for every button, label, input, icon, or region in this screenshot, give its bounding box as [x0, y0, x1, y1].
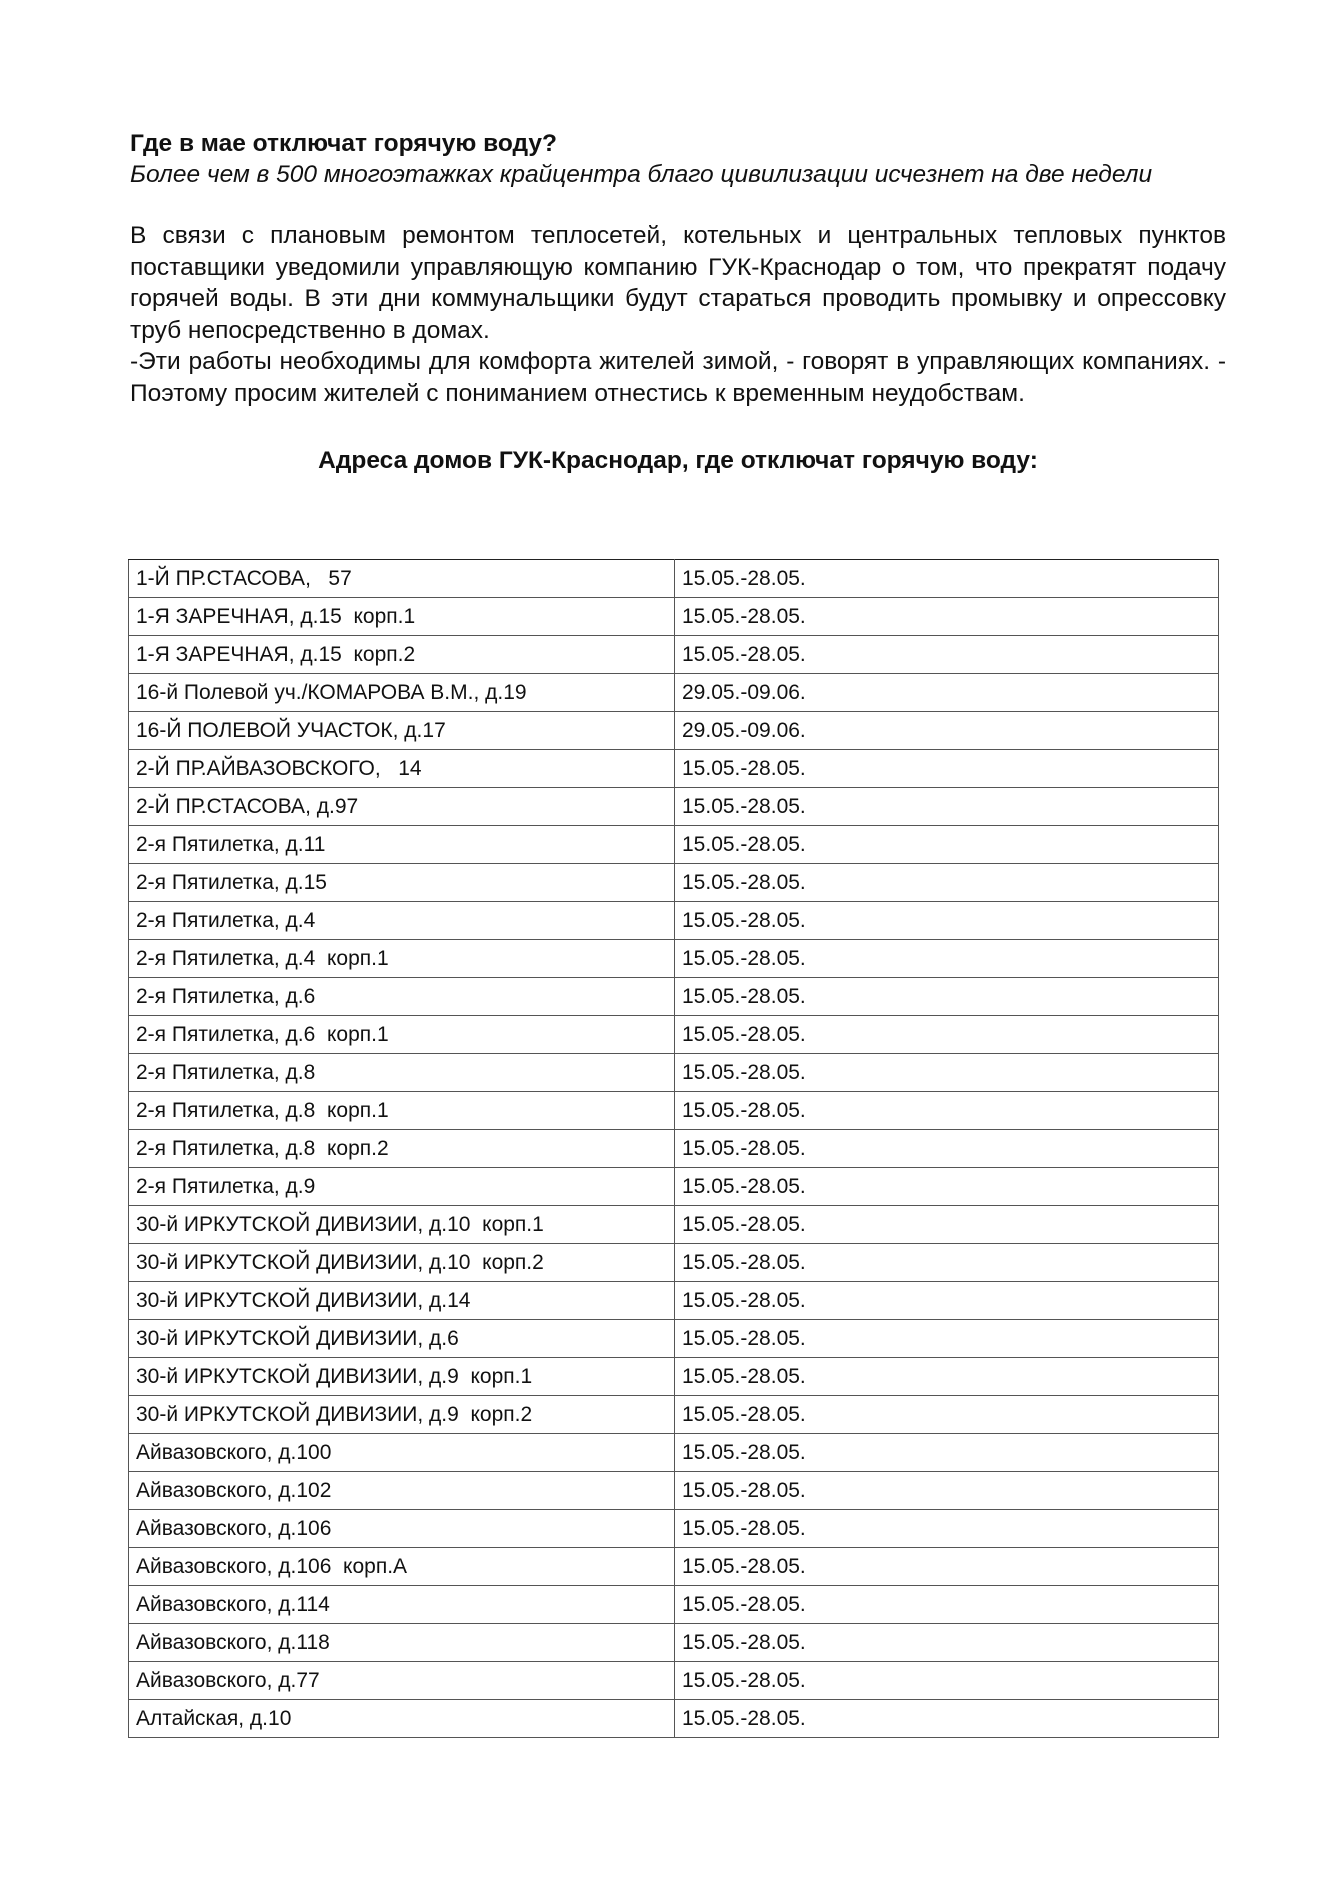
dates-cell: 15.05.-28.05.: [675, 1586, 1219, 1624]
table-row: [129, 788, 1219, 826]
dates-cell: 15.05.-28.05.: [675, 1206, 1219, 1244]
dates-cell: 15.05.-28.05.: [675, 1358, 1219, 1396]
dates-cell: 15.05.-28.05.: [675, 1510, 1219, 1548]
table-title: Адреса домов ГУК-Краснодар, где отключат горячую воду:: [318, 447, 1038, 474]
address-cell: 2-я Пятилетка, д.11: [129, 826, 675, 864]
address-cell: 30-й ИРКУТСКОЙ ДИВИЗИИ, д.9 корп.1: [129, 1358, 675, 1396]
addresses-table: [128, 559, 1219, 1738]
paragraph-2: -Эти работы необходимы для комфорта жителей зимой, - говорят в управляющих компаниях. - Поэтому просим жителей с пониманием отнестись к временным неудобствам.: [130, 348, 1226, 407]
address-cell: Айвазовского, д.106: [129, 1510, 675, 1548]
address-cell: 1-Й ПР.СТАСОВА, 57: [129, 560, 675, 598]
dates-cell: 15.05.-28.05.: [675, 1472, 1219, 1510]
dates-cell: 15.05.-28.05.: [675, 636, 1219, 674]
dates-cell: 29.05.-09.06.: [675, 712, 1219, 750]
table-row: [129, 1510, 1219, 1548]
address-cell: Айвазовского, д.100: [129, 1434, 675, 1472]
table-row: [129, 1320, 1219, 1358]
address-cell: Айвазовского, д.118: [129, 1624, 675, 1662]
dates-cell: 15.05.-28.05.: [675, 1282, 1219, 1320]
table-row: [129, 1206, 1219, 1244]
dates-cell: 15.05.-28.05.: [675, 864, 1219, 902]
paragraph-1: В связи с плановым ремонтом теплосетей, котельных и центральных тепловых пунктов поставщики уведомили управляющую компанию ГУК-Краснодар о том, что прекратят подачу горячей воды. В эти дни коммунальщики будут стараться проводить промывку и опрессовку труб непосредственно в домах.: [130, 222, 1226, 344]
table-row: [129, 1586, 1219, 1624]
address-cell: 1-Я ЗАРЕЧНАЯ, д.15 корп.1: [129, 598, 675, 636]
table-body: [129, 560, 1219, 1738]
table-row: [129, 598, 1219, 636]
dates-cell: 15.05.-28.05.: [675, 1700, 1219, 1738]
address-cell: Айвазовского, д.114: [129, 1586, 675, 1624]
address-cell: Айвазовского, д.102: [129, 1472, 675, 1510]
table-row: [129, 1548, 1219, 1586]
dates-cell: 15.05.-28.05.: [675, 1320, 1219, 1358]
dates-cell: 15.05.-28.05.: [675, 1168, 1219, 1206]
dates-cell: 29.05.-09.06.: [675, 674, 1219, 712]
address-cell: 2-я Пятилетка, д.8 корп.2: [129, 1130, 675, 1168]
address-cell: 30-й ИРКУТСКОЙ ДИВИЗИИ, д.14: [129, 1282, 675, 1320]
table-row: [129, 1130, 1219, 1168]
address-cell: 2-я Пятилетка, д.4: [129, 902, 675, 940]
address-cell: 30-й ИРКУТСКОЙ ДИВИЗИИ, д.9 корп.2: [129, 1396, 675, 1434]
address-cell: Айвазовского, д.77: [129, 1662, 675, 1700]
table-row: [129, 1016, 1219, 1054]
dates-cell: 15.05.-28.05.: [675, 750, 1219, 788]
table-row: [129, 712, 1219, 750]
spacer: [130, 190, 1226, 220]
table-row: [129, 978, 1219, 1016]
table-row: [129, 902, 1219, 940]
address-cell: 2-Й ПР.СТАСОВА, д.97: [129, 788, 675, 826]
table-row: [129, 674, 1219, 712]
address-cell: 30-й ИРКУТСКОЙ ДИВИЗИИ, д.6: [129, 1320, 675, 1358]
dates-cell: 15.05.-28.05.: [675, 1130, 1219, 1168]
address-cell: 1-Я ЗАРЕЧНАЯ, д.15 корп.2: [129, 636, 675, 674]
table-row: [129, 1168, 1219, 1206]
table-row: [129, 1472, 1219, 1510]
dates-cell: 15.05.-28.05.: [675, 826, 1219, 864]
table-row: [129, 636, 1219, 674]
table-row: [129, 1624, 1219, 1662]
address-cell: 2-Й ПР.АЙВАЗОВСКОГО, 14: [129, 750, 675, 788]
dates-cell: 15.05.-28.05.: [675, 1624, 1219, 1662]
table-row: [129, 1662, 1219, 1700]
article-title: Где в мае отключат горячую воду?: [130, 130, 557, 157]
table-row: [129, 1396, 1219, 1434]
table-row: [129, 864, 1219, 902]
table-row: [129, 1244, 1219, 1282]
dates-cell: 15.05.-28.05.: [675, 1396, 1219, 1434]
address-cell: 2-я Пятилетка, д.4 корп.1: [129, 940, 675, 978]
address-cell: 16-Й ПОЛЕВОЙ УЧАСТОК, д.17: [129, 712, 675, 750]
address-cell: 30-й ИРКУТСКОЙ ДИВИЗИИ, д.10 корп.1: [129, 1206, 675, 1244]
dates-cell: 15.05.-28.05.: [675, 1662, 1219, 1700]
address-cell: 2-я Пятилетка, д.8: [129, 1054, 675, 1092]
dates-cell: 15.05.-28.05.: [675, 560, 1219, 598]
table-row: [129, 1092, 1219, 1130]
table-row: [129, 1434, 1219, 1472]
address-cell: 30-й ИРКУТСКОЙ ДИВИЗИИ, д.10 корп.2: [129, 1244, 675, 1282]
table-row: [129, 1358, 1219, 1396]
dates-cell: 15.05.-28.05.: [675, 1434, 1219, 1472]
dates-cell: 15.05.-28.05.: [675, 1016, 1219, 1054]
address-cell: 2-я Пятилетка, д.6 корп.1: [129, 1016, 675, 1054]
dates-cell: 15.05.-28.05.: [675, 1548, 1219, 1586]
dates-cell: 15.05.-28.05.: [675, 788, 1219, 826]
address-cell: 2-я Пятилетка, д.8 корп.1: [129, 1092, 675, 1130]
address-cell: 16-й Полевой уч./КОМАРОВА В.М., д.19: [129, 674, 675, 712]
dates-cell: 15.05.-28.05.: [675, 940, 1219, 978]
dates-cell: 15.05.-28.05.: [675, 978, 1219, 1016]
table-row: [129, 1700, 1219, 1738]
address-cell: Айвазовского, д.106 корп.А: [129, 1548, 675, 1586]
article: [130, 128, 1226, 476]
table-row: [129, 560, 1219, 598]
address-cell: 2-я Пятилетка, д.9: [129, 1168, 675, 1206]
address-cell: Алтайская, д.10: [129, 1700, 675, 1738]
address-cell: 2-я Пятилетка, д.15: [129, 864, 675, 902]
table-row: [129, 1054, 1219, 1092]
table-row: [129, 750, 1219, 788]
address-cell: 2-я Пятилетка, д.6: [129, 978, 675, 1016]
table-row: [129, 940, 1219, 978]
dates-cell: 15.05.-28.05.: [675, 1054, 1219, 1092]
dates-cell: 15.05.-28.05.: [675, 598, 1219, 636]
table-row: [129, 1282, 1219, 1320]
dates-cell: 15.05.-28.05.: [675, 902, 1219, 940]
table-row: [129, 826, 1219, 864]
dates-cell: 15.05.-28.05.: [675, 1244, 1219, 1282]
article-subtitle: Более чем в 500 многоэтажках крайцентра благо цивилизации исчезнет на две недели: [130, 161, 1153, 188]
dates-cell: 15.05.-28.05.: [675, 1092, 1219, 1130]
